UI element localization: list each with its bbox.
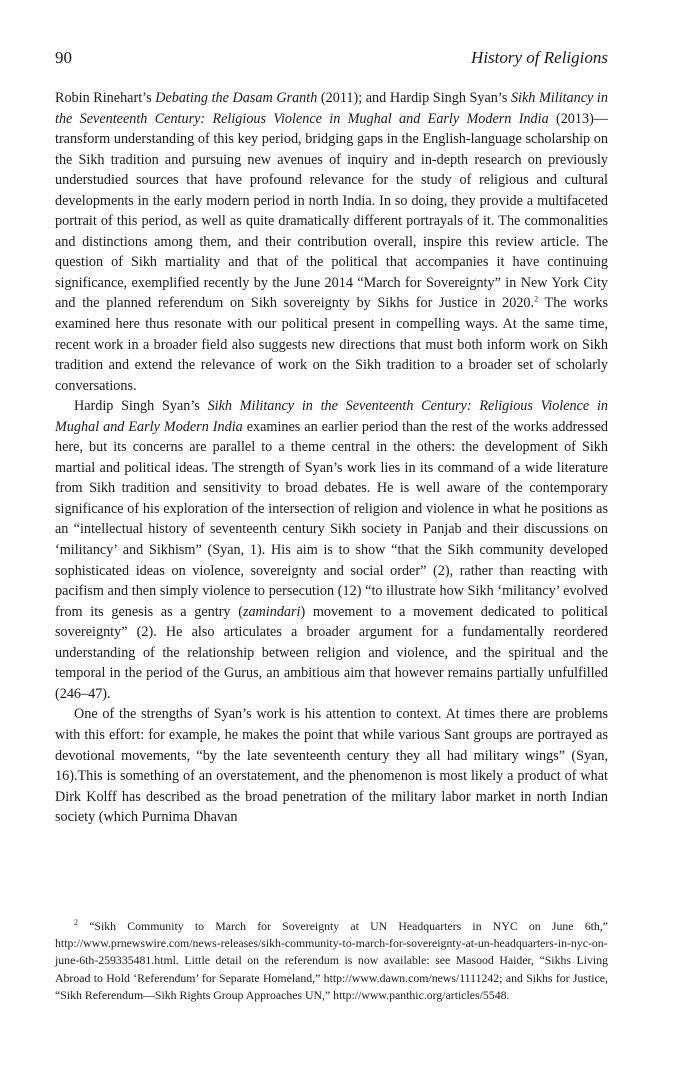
book-title-rinehart: Debating the Dasam Granth — [155, 90, 318, 106]
paragraph-1 — [55, 88, 608, 396]
article-text — [55, 88, 608, 828]
paragraph-2 — [55, 396, 608, 704]
paragraph-1-text-c: (2013)—transform understanding of this key period, bridging gaps in the English-language scholarship on the Sikh tradition and pursuing new avenues of inquiry and in-depth research on previously understudied sources that have profound relevance for the study of religious and cultural developments in the early modern period in north India. In so doing, they provide a multifaceted portrait of this period, as well as quite dramatically different portrayals of it. The commonalities and distinctions among them, and their contribution overall, inspire this review article. The question of Sikh martiality and that of the political that accompanies it have continuing significance, exemplified recently by the June 2014 “March for Sovereignty” in New York City and the planned referendum on Sikh sovereignty by Sikhs for Justice in 2020. — [55, 110, 608, 312]
paragraph-1-text-b: (2011); and Hardip Singh Syan’s — [317, 90, 511, 106]
footnote-2 — [55, 918, 608, 1004]
page-body — [55, 48, 608, 828]
paragraph-1-text-a: Robin Rinehart’s — [55, 90, 156, 106]
paragraph-2-text-c: ) movement to a movement dedicated to political sovereignty” (2). He also articulates a broader argument for a fundamentally reordered understanding of the relationship between religion and violence, and the spiritual and the temporal in the period of the Gurus, an ambitious aim that however remains partially unfulfilled (246–47). — [55, 603, 608, 702]
book-title-syan-2: Sikh Militancy in the Seventeenth Century: Religious Violence in Mughal and Early Modern India — [55, 398, 608, 435]
footnote-number: 2 — [74, 918, 78, 928]
paragraph-2-text-a: Hardip Singh Syan’s — [74, 398, 208, 415]
running-head — [55, 48, 608, 68]
paragraph-2-text-b: examines an earlier period than the rest of the works addressed here, but its concerns are parallel to a theme central in the others: the development of Sikh martial and political ideas. The strength of Syan’s work lies in its command of a wide literature from Sikh tradition and sensitivity to broad debates. He is well aware of the contemporary significance of his exploration of the intersection of religion and violence in what he positions as an “intellectual history of seventeenth century Sikh society in Panjab and their discussions on ‘militancy’ and Sikhism” (Syan, 1). His aim is to show “that the Sikh community developed sophisticated ideas on violence, sovereignty and social order” (2), rather than reacting with pacifism and then simply violence to persecution (12) “to illustrate how Sikh ‘militancy’ evolved from its genesis as a gentry ( — [55, 418, 608, 620]
footnote-text: “Sikh Community to March for Sovereignty at UN Headquarters in NYC on June 6th,” http://www.prnewswire.com/news-releases/sikh-community-to-march-for-sovereignty-at-un-headquarters-in-nyc-on-june-6th-259335481.html. Little detail on the referendum is now available: see Masood Haider, “Sikhs Living Abroad to Hold ‘Referendum’ for Separate Homeland,” http://www.dawn.com/news/1111242; and Sikhs for Justice, “Sikh Referendum—Sikh Rights Group Approaches UN,” http://www.panthic.org/articles/5548. — [55, 919, 608, 1002]
term-zamindari: zamindari — [242, 603, 301, 620]
journal-title: History of Religions — [471, 48, 608, 67]
paragraph-3: One of the strengths of Syan’s work is his attention to context. At times there are problems with this effort: for example, he makes the point that while various Sant groups are portrayed as devotional movements, “by the late seventeenth century they all had military wings” (Syan, 16).This is something of an overstatement, and the phenomenon is most likely a product of what Dirk Kolff has described as the broad penetration of the military labor market in north Indian society (which Purnima Dhavan — [55, 706, 608, 826]
footnote-ref-2[interactable]: 2 — [534, 294, 539, 304]
page-number: 90 — [55, 48, 72, 67]
book-title-syan: Sikh Militancy in the Seventeenth Century: Religious Violence in Mughal and Early Modern India — [55, 90, 608, 127]
footnotes — [55, 918, 608, 1004]
paragraph-1-text-d: The works examined here thus resonate with our political present in compelling ways. At the same time, recent work in a broader field also suggests new directions that must both inform work on Sikh tradition and extend the relevance of work on the Sikh tradition to a broader set of scholarly conversations. — [55, 295, 608, 394]
